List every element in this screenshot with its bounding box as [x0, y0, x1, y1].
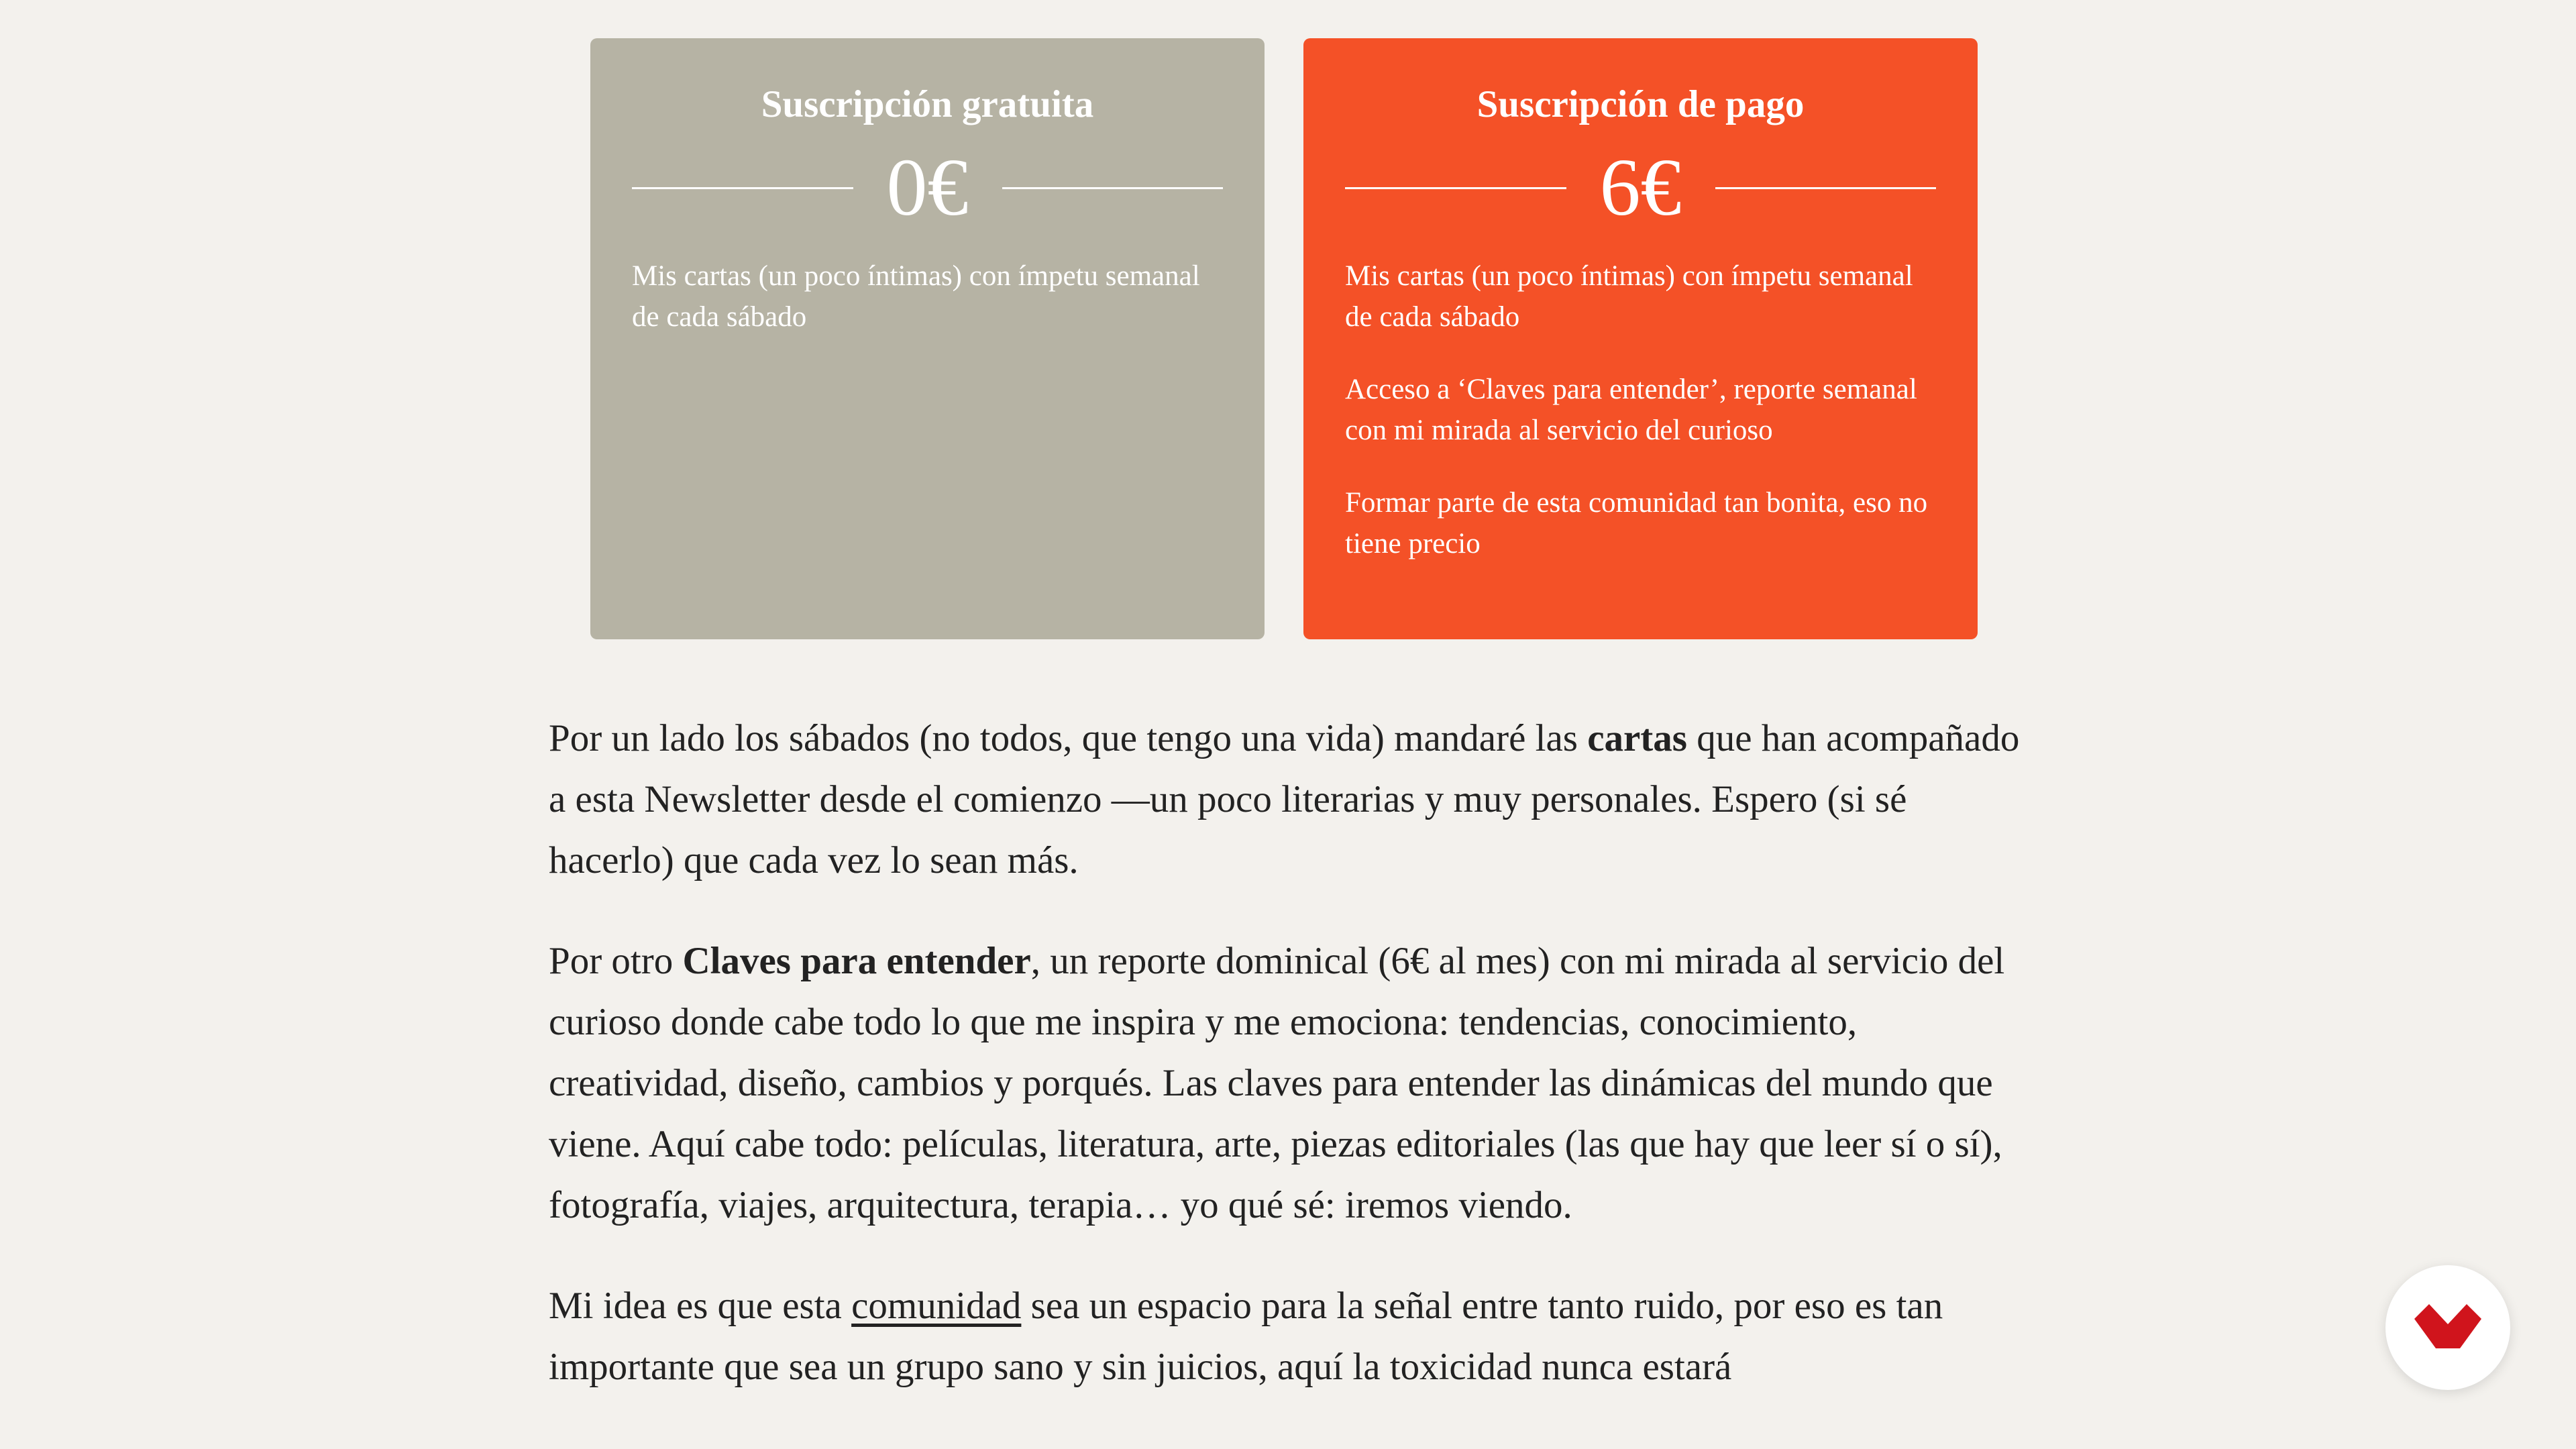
article-paragraph: [549, 708, 2031, 891]
price-divider-right: [1715, 187, 1937, 189]
price-divider-left: [1345, 187, 1566, 189]
paragraph-text: , un reporte dominical (6€ al mes) con mi mirada al servicio del curioso donde cabe todo lo que me inspira y me emociona: tendencias, conocimiento, creatividad, diseño, cambios y porqués. Las claves para entender las dinámicas del mundo que viene. Aquí cabe todo: películas, literatura, arte, piezas editoriales (las que hay que leer sí o sí), fotografía, viajes, arquitectura, terapia… yo qué sé: iremos viendo.: [549, 940, 2005, 1226]
free-plan-price: 0€: [886, 142, 969, 233]
comunidad-link[interactable]: comunidad: [851, 1285, 1022, 1327]
paragraph-text: que han acompañado a esta Newsletter desde el comienzo —un poco literarias y muy personales. Espero (si sé hacerlo) que cada vez lo sean más.: [549, 717, 2020, 881]
paid-plan-price-row: [1345, 138, 1936, 238]
article-body: [549, 708, 2031, 1437]
article-paragraph: [549, 930, 2031, 1236]
paid-plan-card[interactable]: [1303, 38, 1978, 639]
free-plan-price-row: [632, 138, 1223, 238]
free-plan-feature: Mis cartas (un poco íntimas) con ímpetu semanal de cada sábado: [632, 260, 1200, 333]
free-plan-features: [632, 256, 1223, 337]
brand-logo-icon: [2414, 1304, 2481, 1351]
price-divider-left: [632, 187, 853, 189]
bold-text: cartas: [1587, 717, 1687, 759]
article-paragraph: [549, 1275, 2031, 1397]
paid-plan-price: 6€: [1599, 142, 1682, 233]
paragraph-text: Por otro: [549, 940, 683, 982]
paid-plan-feature: Acceso a ‘Claves para entender’, reporte semanal con mi mirada al servicio del curioso: [1345, 374, 1917, 446]
paid-plan-feature: Mis cartas (un poco íntimas) con ímpetu semanal de cada sábado: [1345, 260, 1913, 333]
paid-plan-features: [1345, 256, 1936, 564]
floating-app-button[interactable]: [2385, 1265, 2510, 1390]
plans-section: [590, 38, 1978, 639]
paragraph-text: sea un espacio para la señal entre tanto ruido, por eso es tan importante que sea un grupo sano y sin juicios, aquí la toxicidad nunca estará: [549, 1285, 1943, 1388]
free-plan-card[interactable]: [590, 38, 1265, 639]
paragraph-text: Mi idea es que esta: [549, 1285, 852, 1327]
price-divider-right: [1002, 187, 1224, 189]
bold-text: Claves para entender: [682, 940, 1031, 982]
paragraph-text: Por un lado los sábados (no todos, que tengo una vida) mandaré las: [549, 717, 1588, 759]
paid-plan-feature: Formar parte de esta comunidad tan bonita, eso no tiene precio: [1345, 487, 1928, 559]
free-plan-title: Suscripción gratuita: [761, 83, 1094, 125]
paid-plan-title: Suscripción de pago: [1477, 83, 1805, 125]
